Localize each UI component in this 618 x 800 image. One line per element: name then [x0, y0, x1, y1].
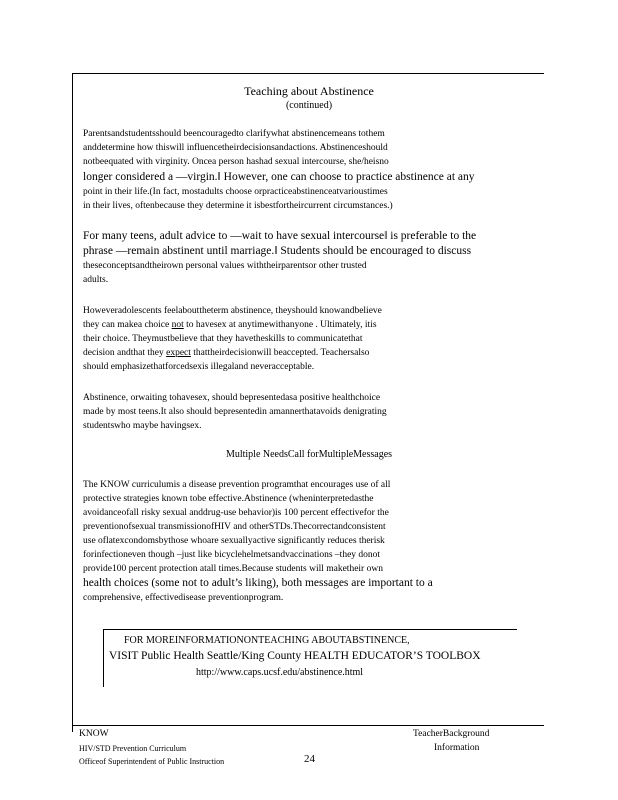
paragraph-line: their choice. Theymustbelieve that they havetheskills to communicatethat — [83, 334, 363, 344]
footer-information: Information — [434, 743, 480, 753]
paragraph-positive-choice — [83, 391, 503, 433]
paragraph-line: Abstinence, orwaiting tohavesex, should bepresentedasa positive healthchoice — [83, 393, 381, 403]
paragraph-line: forinfectioneven though –just like bicyclehelmetsandvaccinations –they donot — [83, 550, 381, 560]
paragraph-line: preventionofsexual transmissionofHIV and otherSTDs.Thecorrectandconsistent — [83, 522, 386, 532]
footer-know: KNOW — [79, 729, 109, 739]
paragraph-line: comprehensive, effectivedisease preventionprogram. — [83, 593, 284, 603]
page-subtitle: (continued) — [285, 100, 333, 111]
footer-teacher-background: TeacherBackground — [413, 729, 490, 739]
line-text: to havesex at anytimewithanyone . Ultimately, itis — [183, 320, 377, 330]
underlined-word: expect — [166, 348, 191, 358]
paragraph-adolescent-choice — [83, 304, 503, 374]
paragraph-line: in their lives, oftenbecause they determine it isbestfortheircurrent circumstances.) — [83, 201, 393, 211]
paragraph-line: Parentsandstudentsshould beencouragedto clarifywhat abstinencemeans tothem — [83, 129, 385, 139]
line-text: they can makea choice — [83, 320, 172, 330]
paragraph-line: longer considered a —virgin.‖ However, one can choose to practice abstinence at any — [83, 171, 475, 183]
section-heading: Multiple NeedsCall forMultipleMessages — [225, 449, 393, 460]
paragraph-line: should emphasizethatforcedsexis illegaland neveracceptable. — [83, 362, 315, 372]
paragraph-line: phrase —remain abstinent until marriage.‖ Students should be encouraged to discuss — [83, 245, 472, 257]
paragraph-line: health choices (some not to adult’s liking), both messages are important to a — [83, 577, 433, 589]
underlined-word: not — [171, 320, 184, 330]
infobox-visit-line: VISIT Public Health Seattle/King County HEALTH EDUCATOR’S TOOLBOX — [109, 650, 481, 662]
infobox-left-rule — [103, 629, 104, 687]
paragraph-line: notbeequated with virginity. Oncea person hashad sexual intercourse, she/heisno — [83, 157, 389, 167]
paragraph-line: protective strategies known tobe effective.Abstinence (wheninterpretedasthe — [83, 494, 374, 504]
paragraph-adult-advice — [83, 229, 503, 287]
footer-rule — [72, 725, 544, 726]
page-number: 24 — [304, 753, 315, 765]
paragraph-line: The KNOW curriculumis a disease prevention programthat encourages use of all — [83, 480, 391, 490]
paragraph-line: provide100 percent protection atall times.Because students will maketheir own — [83, 564, 383, 574]
paragraph-line: For many teens, adult advice to —wait to have sexual intercourse‖ is preferable to the — [83, 230, 477, 242]
paragraph-line: anddetermine how thiswill influencetheirdecisionsandactions. Abstinenceshould — [83, 143, 388, 153]
paragraph-line: point in their life.(In fact, mostadults choose orpracticeabstinenceatvarioustimes — [83, 187, 388, 197]
paragraph-line: studentswho maybe havingsex. — [83, 421, 202, 431]
page-frame-top-rule — [72, 73, 544, 74]
footer-office: Officeof Superintendent of Public Instruction — [79, 757, 225, 766]
paragraph-line — [83, 318, 503, 332]
infobox-url-link[interactable]: http://www.caps.ucsf.edu/abstinence.html — [196, 667, 364, 678]
page-frame-left-rule — [72, 73, 73, 732]
paragraph-line: use oflatexcondomsbythose whoare sexuallyactive significantly reduces therisk — [83, 536, 385, 546]
line-text: decision andthat they — [83, 348, 167, 358]
paragraph-line: avoidanceofall risky sexual anddrug-use behavior)is 100 percent effectivefor the — [83, 508, 389, 518]
paragraph-line: adults. — [83, 275, 109, 285]
line-text: thattheirdecisionwill beaccepted. Teachersalso — [190, 348, 370, 358]
paragraph-clarify-abstinence — [83, 127, 503, 213]
paragraph-line: Howeveradolescents feelabouttheterm abstinence, theyshould knowandbelieve — [83, 306, 382, 316]
page-title: Teaching about Abstinence — [244, 84, 374, 98]
paragraph-line: made by most teens.It also should bepresentedin amannerthatavoids denigrating — [83, 407, 387, 417]
paragraph-know-curriculum — [83, 478, 503, 605]
infobox-top-rule — [103, 629, 517, 630]
paragraph-line — [83, 346, 503, 360]
footer-curriculum: HIV/STD Prevention Curriculum — [79, 744, 187, 753]
paragraph-line: theseconceptsandtheirown personal values withtheirparentsor other trusted — [83, 261, 367, 271]
infobox-heading: FOR MOREINFORMATIONONTEACHING ABOUTABSTINENCE, — [124, 635, 410, 646]
